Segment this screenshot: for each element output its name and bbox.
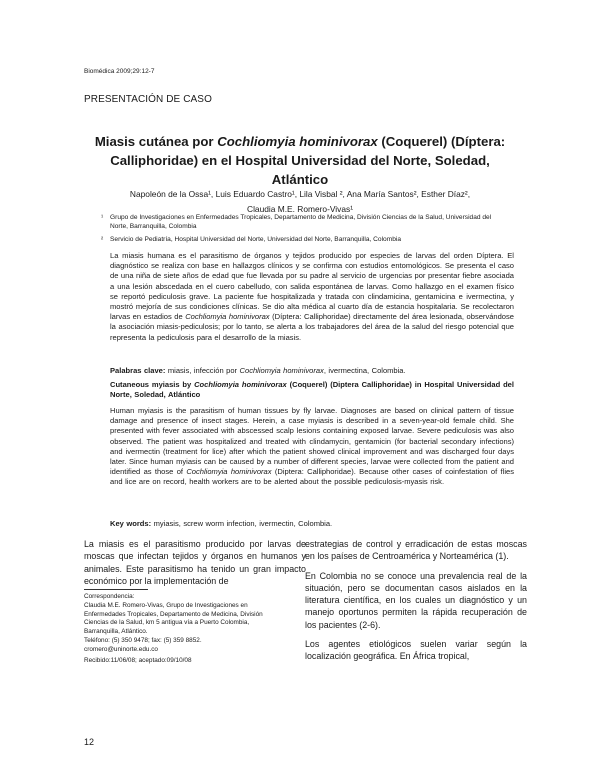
footnote-divider [84, 589, 148, 590]
english-title-species: Cochliomyia hominivorax [194, 380, 287, 389]
correspondence-label: Correspondencia: [84, 593, 135, 600]
body-right-paragraph-1: estrategias de control y erradicación de estas moscas en los países de Centroamérica y Norteamérica (1). [305, 539, 527, 562]
affiliation-1-number: ¹ [101, 214, 104, 221]
correspondence-email[interactable]: cromero@uninorte.edu.co [84, 645, 158, 653]
abstract-en-text-a: Human myiasis is the parasitism of human tissues by fly larvae. Diagnoses are based on clinical pattern of tissue damage and presence of insect stages. Herein, a case myiasis is described in a seven-year-old female child. She presented with fever associated with abscessed scalp lesions containing exposed larvae. Severe pediculosis was also observed. The patient was hospitalized and treated with clindamycin, gentamicin (for bacterial secondary infections) and ivermectin (treatment for lice) after which the patient showed clinical improvement and was discharged four days later. Since human myiasis can be caused by a number of different species, larvae were collected from the patient and identified as those of [110, 406, 514, 477]
abstract-english [110, 406, 514, 488]
keywords-es-label: Palabras clave: [110, 366, 166, 375]
affiliation-2-number: ² [101, 236, 104, 243]
english-title-b: (Coquerel) (Diptera Calliphoridae) in Hospital Universidad del Norte, Soledad, Atlántico [110, 380, 514, 400]
correspondence-note [84, 593, 284, 665]
abstract-es-species: Cochliomyia hominivorax [185, 312, 270, 322]
abstract-es-text-b: (Díptera: Calliphoridae) directamente del área lesionada, observándose la asociación miasis-pediculosis; por lo tanto, se alerta a los trabajadores del área de la salud del riesgo potencial que representa la pediculosis para el desarrollo de la miasis. [110, 312, 514, 342]
journal-citation: Biomédica 2009;29:12-7 [84, 68, 155, 75]
body-column-right [305, 538, 527, 663]
title-species: Cochliomyia hominivorax [217, 134, 378, 149]
keywords-spanish [110, 366, 514, 376]
english-title [110, 380, 514, 400]
abstract-spanish [110, 251, 514, 343]
received-accepted-dates: Recibido:11/06/08; aceptado:09/10/08 [84, 656, 192, 664]
body-right-paragraph-3: Los agentes etiológicos suelen variar según la localización geográfica. En África tropical, [305, 639, 527, 662]
correspondence-address: Claudia M.E. Romero-Vivas, Grupo de Investigaciones en Enfermedades Tropicales, Departamento de Medicina, División Ciencias de la Salud, km 5 antigua vía a Puerto Colombia, Barranquilla, Atlántico. [84, 601, 263, 636]
keywords-es-b: , ivermectina, Colombia. [323, 366, 406, 375]
affiliation-1-text: Grupo de Investigaciones en Enfermedades Tropicales, Departamento de Medicina, División Ciencias de la Salud, Universidad del Norte, Barranquilla, Colombia [110, 214, 492, 230]
abstract-en-species: Cochliomyia hominivorax [186, 467, 272, 477]
article-title [84, 132, 516, 189]
affiliation-1 [101, 213, 510, 231]
keywords-en-text: myiasis, screw worm infection, ivermectin, Colombia. [151, 519, 333, 528]
affiliation-2-text: Servicio de Pediatría, Hospital Universidad del Norte, Universidad del Norte, Barranquilla, Colombia [110, 236, 401, 243]
title-part2: (Coquerel) (Díptera: Calliphoridae) en el Hospital Universidad del Norte, Soledad, Atlántico [110, 134, 506, 187]
page-number: 12 [84, 737, 95, 747]
section-heading: PRESENTACIÓN DE CASO [84, 94, 212, 105]
keywords-es-a: miasis, infección por [165, 366, 240, 375]
english-title-a: Cutaneous myiasis by [110, 380, 195, 389]
title-part1: Miasis cutánea por [94, 134, 218, 149]
keywords-english [110, 519, 514, 529]
affiliation-2 [101, 235, 510, 244]
keywords-en-label: Key words: [110, 519, 152, 528]
correspondence-phone: Teléfono: (5) 350 9478; fax: (5) 359 8852. [84, 636, 202, 644]
body-column-left [84, 538, 306, 587]
abstract-es-text-a: La miasis humana es el parasitismo de órganos y tejidos producido por especies de larvas del orden Díptera. El diagnóstico se realiza con base en hallazgos clínicos y se confirma con estudios entomológicos. Se presenta el caso de una niña de siete años de edad que fue llevada por su padre al servicio de urgencias por presentar fiebre asociada a una lesión abscedada en el cuero cabelludo, con salida espontánea de larvas. Como hallazgo en el examen físico se reportó pediculosis grave. La paciente fue hospitalizada y tratada con clindamicina, gentamicina e ivermectina, y mostró mejoría de sus condiciones clínicas. Se dio alta médica al cuarto día de estancia hospitalaria. Se recolectaron larvas en estadios de [110, 251, 514, 322]
body-right-paragraph-2: En Colombia no se conoce una prevalencia real de la situación, pero se documentan casos aislados en la literatura científica, en los cuales un diagnóstico y un manejo oportunos permiten la rápida recuperación de los pacientes (2-6). [305, 570, 527, 630]
authors-line-2: Claudia M.E. Romero-Vivas¹ [247, 204, 353, 214]
keywords-es-species: Cochliomyia hominivorax [239, 366, 324, 375]
body-left-paragraph: La miasis es el parasitismo producido por larvas de moscas que infectan tejidos y órganos en humanos y animales. Este parasitismo ha tenido un gran impacto económico por la implementación de [84, 539, 306, 586]
authors-line-1: Napoleón de la Ossa¹, Luis Eduardo Castro¹, Lila Visbal ², Ana María Santos², Esther Díaz², [129, 189, 471, 199]
abstract-en-text-b: (Diptera: Calliphoridae). Because other cases of coinfestation of flies and lice are on record, health workers are to be alerted about the possible pediculosis-myasis risk. [110, 467, 514, 487]
